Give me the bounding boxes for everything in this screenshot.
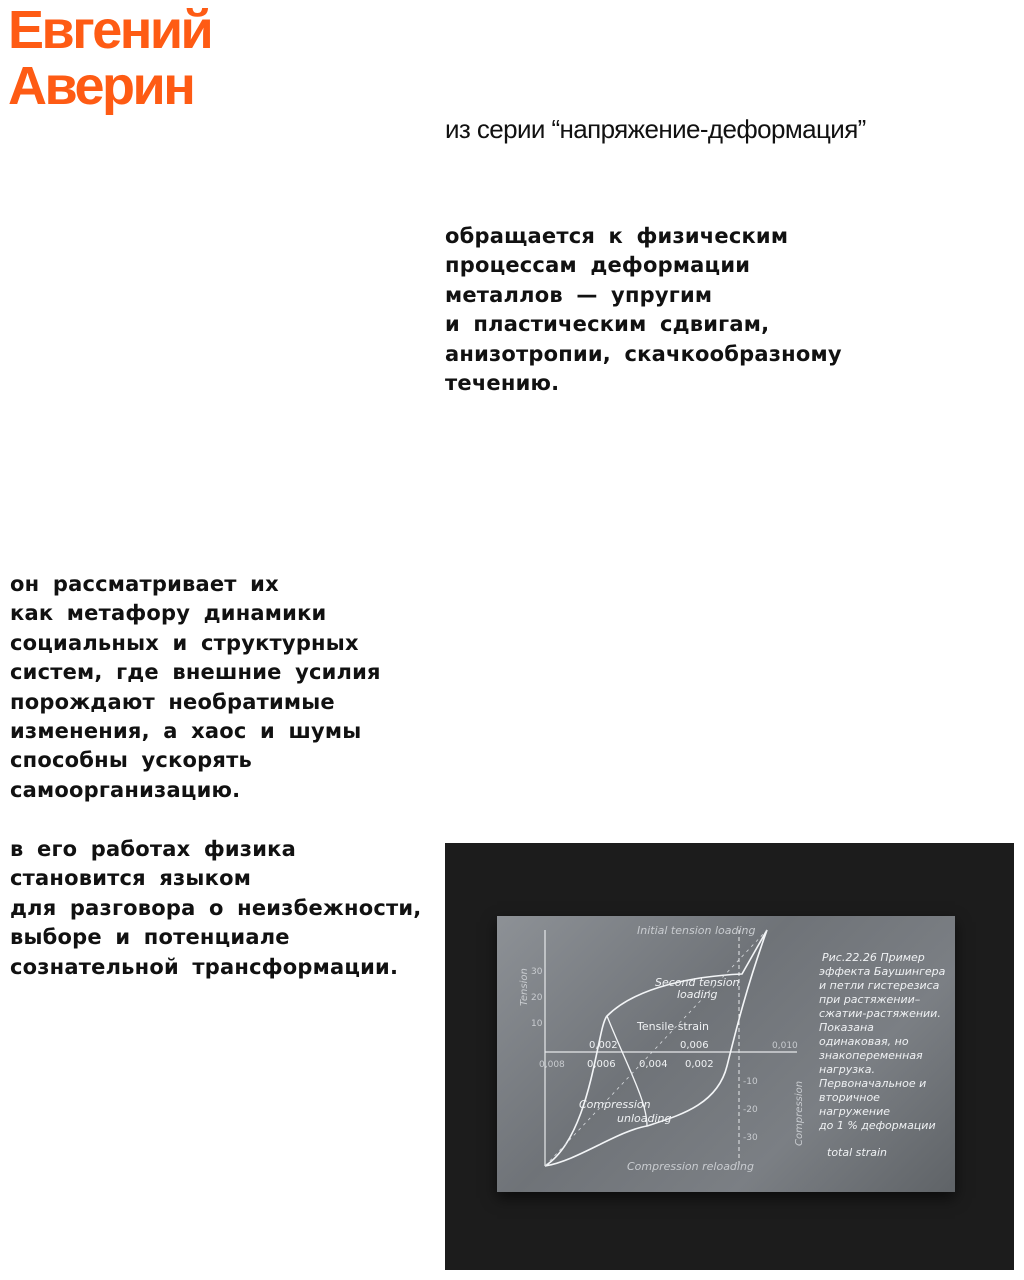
text-line: самоорганизацию. [10, 777, 241, 802]
metal-plate [497, 916, 955, 1192]
caption-line: Первоначальное и [819, 1077, 927, 1090]
elastic-line [545, 930, 767, 1166]
y-tick-right-0: -10 [743, 1077, 758, 1087]
text-line: сознательной трансформации. [10, 954, 399, 979]
text-line: социальных и структурных [10, 630, 359, 655]
label-compression-reloading: Compression reloading [627, 1160, 754, 1173]
y-tick-right-2: -30 [743, 1133, 758, 1143]
paragraph-transformation [10, 835, 421, 982]
text-line: становится языком [10, 866, 252, 891]
label-tensile-strain: Tensile strain [637, 1020, 710, 1033]
label-compression-2: unloading [617, 1112, 672, 1125]
tick-right: 0,010 [772, 1041, 798, 1051]
caption-line: и петли гистерезиса [819, 979, 940, 992]
caption-line: одинаковая, но [819, 1035, 909, 1048]
text-line: анизотропии, скачкообразному [445, 341, 842, 366]
y-tick-left-0: 30 [531, 967, 543, 977]
text-line: для разговора о неизбежности, [10, 895, 422, 920]
caption-line: эффекта Баушингера [819, 965, 946, 978]
text-line: обращается к физическим [445, 224, 789, 248]
caption-line: нагружение [819, 1105, 890, 1118]
plate-caption [818, 951, 946, 1132]
tick-left: 0,008 [539, 1060, 565, 1070]
tick-upper-0: 0,002 [589, 1040, 618, 1051]
label-second-tension: Second tension [655, 976, 740, 989]
text-line: металлов — упругим [445, 282, 713, 307]
paragraph-metaphor [10, 570, 381, 805]
text-line: выборе и потенциале [10, 925, 290, 950]
text-line: он рассматривает их [10, 572, 279, 596]
text-line: процессам деформации [445, 253, 751, 278]
author-last-name: Аверин [8, 56, 194, 116]
tick-lower-2: 0,002 [685, 1059, 714, 1070]
text-line: изменения, а хаос и шумы [10, 719, 362, 744]
label-second-tension-2: loading [677, 988, 718, 1001]
author-first-name: Евгений [8, 0, 212, 60]
text-line: в его работах физика [10, 837, 296, 861]
text-line: порождают необратимые [10, 689, 335, 714]
label-compression: Compression [579, 1098, 651, 1111]
y-tick-left-1: 20 [531, 993, 543, 1003]
tick-lower-0: 0,006 [587, 1059, 616, 1070]
label-total-strain: total strain [827, 1146, 887, 1159]
text-line: систем, где внешние усилия [10, 660, 381, 685]
text-line: как метафору динамики [10, 601, 327, 626]
series-title: из серии “напряжение-деформация” [445, 114, 866, 144]
label-initial-tension: Initial tension loading [637, 924, 756, 937]
label-y-tension: Tension [519, 968, 530, 1006]
caption-line: нагрузка. [819, 1063, 875, 1076]
artwork-photo [445, 843, 1014, 1270]
y-tick-left-2: 10 [531, 1019, 543, 1029]
paragraph-deformation [445, 222, 842, 398]
tick-upper-1: 0,006 [680, 1040, 709, 1051]
etched-diagram [497, 916, 955, 1192]
caption-line: Рис.22.26 Пример [822, 951, 925, 964]
text-line: течению. [445, 371, 560, 396]
caption-line: до 1 % деформации [819, 1119, 936, 1132]
caption-line: Показана [819, 1021, 874, 1034]
text-line: и пластическим сдвигам, [445, 312, 770, 337]
y-tick-right-1: -20 [743, 1105, 758, 1115]
caption-line: вторичное [819, 1091, 880, 1104]
label-y-compression: Compression [794, 1080, 805, 1146]
caption-line: знакопеременная [819, 1049, 923, 1062]
author-name [8, 2, 211, 114]
caption-line: сжатии-растяжении. [819, 1007, 941, 1020]
caption-line: при растяжении– [819, 993, 921, 1006]
tick-lower-1: 0,004 [639, 1059, 668, 1070]
text-line: способны ускорять [10, 748, 252, 773]
